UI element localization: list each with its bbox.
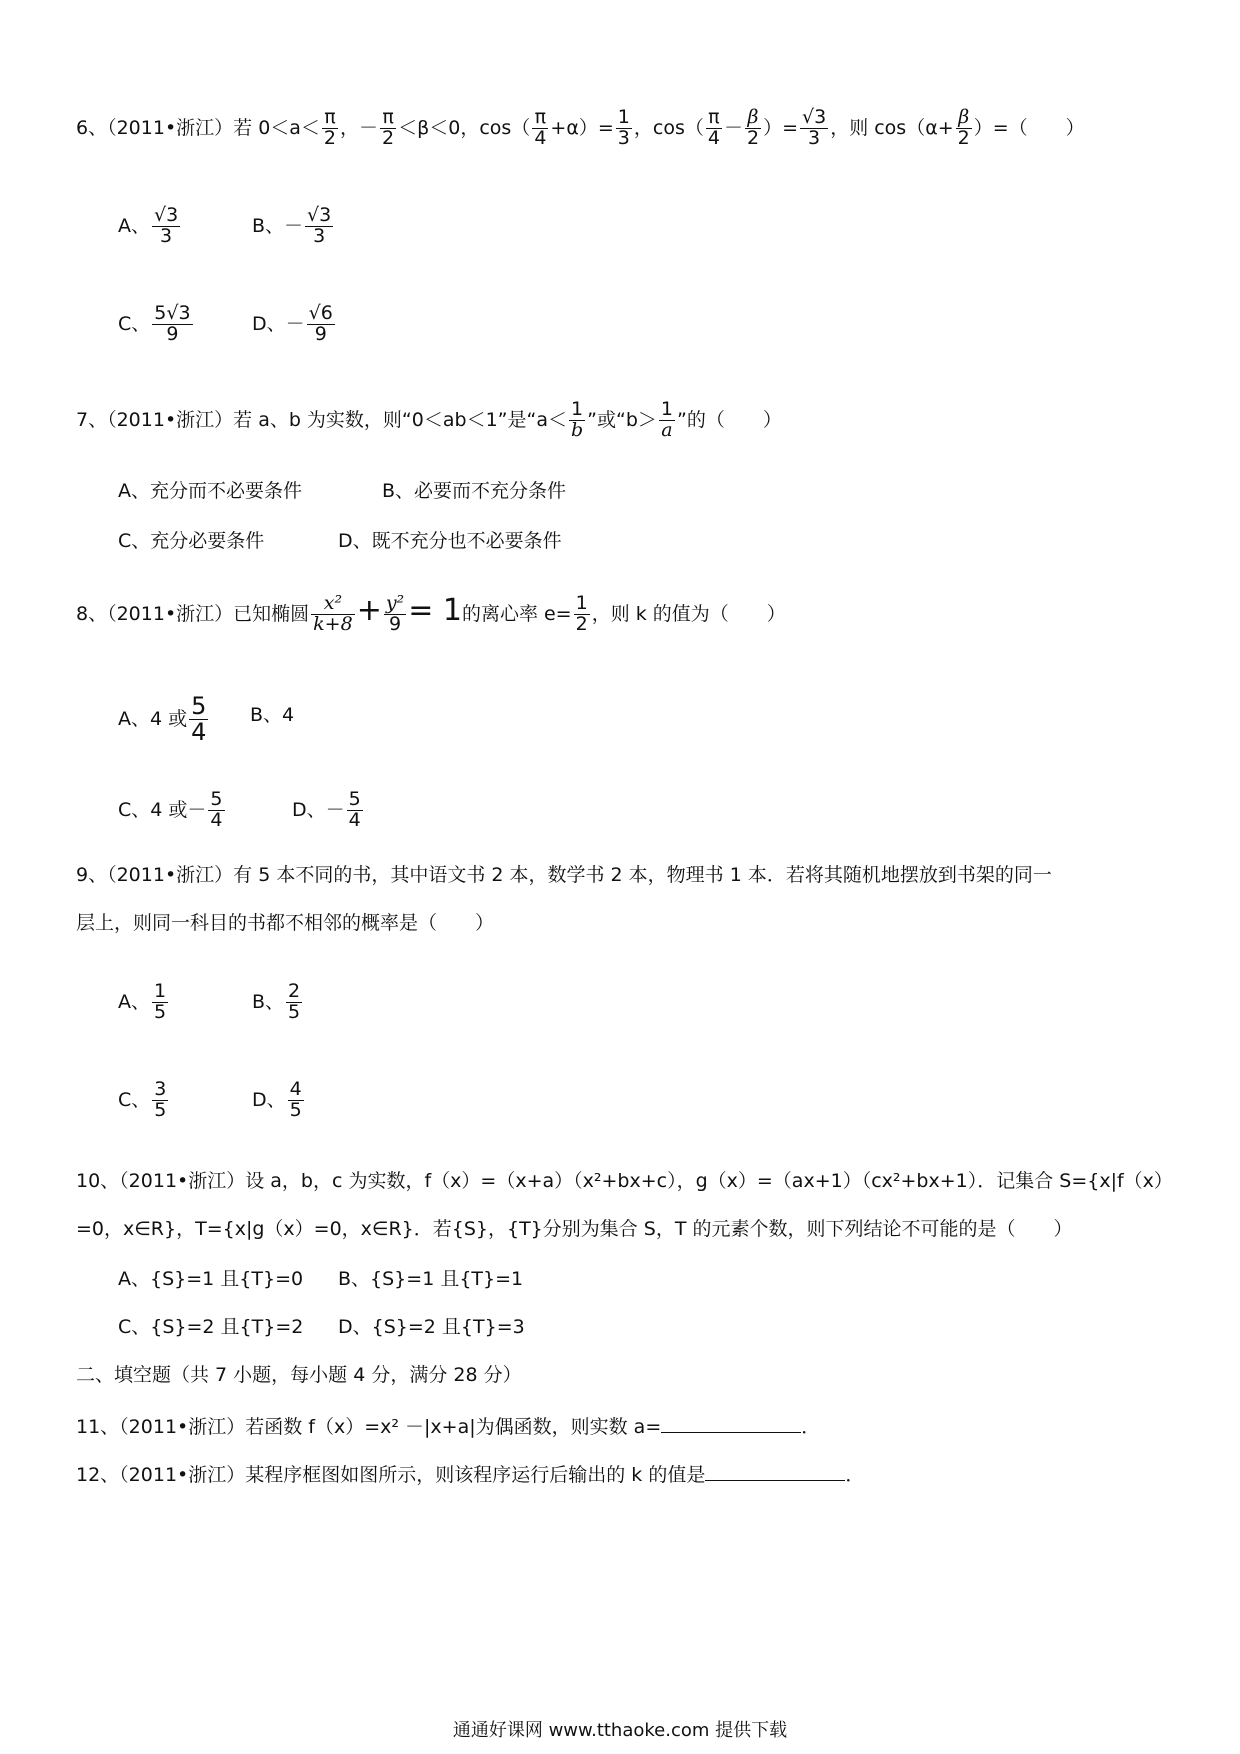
- fraction: $\frac{5√3}{9}$: [154, 302, 191, 345]
- fraction: $\frac{√6}{9}$: [308, 302, 333, 345]
- fraction: $\frac{√3}{3}$: [801, 106, 827, 149]
- q8-option-c: C、4 或－ $\frac{5}{4}$: [118, 788, 223, 831]
- q9-stem-line2: 层上，则同一科目的书都不相邻的概率是（ ）: [76, 912, 495, 934]
- fraction: $\frac{5}{4}$: [348, 788, 361, 831]
- fraction: $\frac{1}{b}$: [571, 398, 584, 441]
- fraction: $\frac{\beta}{2}$: [746, 106, 760, 149]
- q9-option-a: A、 $\frac{1}{5}$: [118, 980, 167, 1023]
- q10-option-d: D、{S}=2 且{T}=3: [338, 1316, 525, 1338]
- answer-blank[interactable]: [705, 1462, 845, 1481]
- q10-option-c: C、{S}=2 且{T}=2: [118, 1316, 304, 1338]
- fraction: $\frac{\beta}{2}$: [957, 106, 970, 149]
- fraction: $\frac{4}{5}$: [289, 1078, 302, 1121]
- fraction: $\frac{√3}{3}$: [307, 204, 332, 247]
- fraction: $\frac{\text{x²}}{k+8}$: [313, 592, 353, 635]
- q9-stem-line1: 9、（2011•浙江）有 5 本不同的书，其中语文书 2 本，数学书 2 本，物理书 1 本．若将其随机地摆放到书架的同一: [76, 864, 1052, 886]
- q9-option-c: C、 $\frac{3}{5}$: [118, 1078, 167, 1121]
- q10-option-b: B、{S}=1 且{T}=1: [338, 1268, 524, 1290]
- fraction: $\frac{\pi}{4}$: [534, 106, 547, 149]
- q6-option-c: C、 $\frac{5√3}{9}$: [118, 302, 191, 345]
- fraction: $\frac{5}{4}$: [191, 692, 207, 747]
- q6-option-b: B、－ $\frac{√3}{3}$: [252, 204, 332, 247]
- q7-option-c: C、充分必要条件: [118, 530, 265, 552]
- q7-stem: 7、（2011•浙江）若 a、b 为实数，则“0＜ab＜1”是“a＜ $\frac{1}{b}$ ”或“b＞ $\frac{1}{a}$ ”的（ ）: [76, 398, 782, 441]
- q10-stem-line2: =0，x∈R}，T={x|g（x）=0，x∈R}．若{S}，{T}分别为集合 S，T 的元素个数，则下列结论不可能的是（ ）: [76, 1218, 1073, 1240]
- q8-stem: 8、（2011•浙江）已知椭圆 $\frac{\text{x²}}{k+8}$ + $\frac{\text{y²}}{9}$ = 1的离心率 e= $\frac{1}{2}$ ，则 k 的值为（ ）: [76, 592, 786, 635]
- fraction: $\frac{\pi}{4}$: [707, 106, 720, 149]
- q6-option-a: A、 $\frac{√3}{3}$: [118, 204, 179, 247]
- fraction: $\frac{\pi}{2}$: [382, 106, 395, 149]
- fraction: $\frac{1}{a}$: [660, 398, 674, 441]
- fraction: $\frac{1}{2}$: [575, 592, 588, 635]
- fraction: $\frac{1}{5}$: [154, 980, 167, 1023]
- fraction: $\frac{√3}{3}$: [154, 204, 179, 247]
- q10-stem-line1: 10、（2011•浙江）设 a，b，c 为实数，f（x）=（x+a）（x²+bx+c），g（x）=（ax+1）（cx²+bx+1）．记集合 S={x|f（x）: [76, 1170, 1173, 1192]
- q7-option-b: B、必要而不充分条件: [382, 480, 567, 502]
- fraction: $\frac{2}{5}$: [288, 980, 301, 1023]
- q7-option-d: D、既不充分也不必要条件: [338, 530, 562, 552]
- fraction: $\frac{\pi}{2}$: [323, 106, 337, 149]
- q7-option-a: A、充分而不必要条件: [118, 480, 302, 502]
- q9-option-d: D、 $\frac{4}{5}$: [252, 1078, 302, 1121]
- q10-option-a: A、{S}=1 且{T}=0: [118, 1268, 304, 1290]
- fraction: $\frac{\text{y²}}{9}$: [385, 592, 405, 635]
- q6-option-d: D、－ $\frac{√6}{9}$: [252, 302, 333, 345]
- q8-option-d: D、－ $\frac{5}{4}$: [292, 788, 361, 831]
- answer-blank[interactable]: [661, 1414, 801, 1433]
- section-heading: 二、填空题（共 7 小题，每小题 4 分，满分 28 分）: [76, 1364, 522, 1386]
- q8-option-a: A、4 或 $\frac{5}{4}$: [118, 692, 207, 747]
- fraction: $\frac{1}{3}$: [617, 106, 630, 149]
- page-footer: 通通好课网 www.tthaoke.com 提供下载: [452, 1720, 788, 1741]
- fraction: $\frac{5}{4}$: [210, 788, 223, 831]
- q6-stem: 6、（2011•浙江）若 0＜a＜ $\frac{\pi}{2}$ ，－ $\frac{\pi}{2}$ ＜β＜0，cos（ $\frac{\pi}{4}$ +α）= $\frac{1}{3}$ ，cos（ $\frac{\pi}{4}$ － $\frac{\beta}{2}$ ）= $\frac{√3}{3}$ ，则 cos（α+ $\frac{\beta}{2}$ ）=（ ）: [76, 106, 1085, 149]
- q8-option-b: B、4: [250, 704, 295, 726]
- q11-stem: 11、（2011•浙江）若函数 f（x）=x² －|x+a|为偶函数，则实数 a= ．: [76, 1416, 821, 1438]
- q9-option-b: B、 $\frac{2}{5}$: [252, 980, 301, 1023]
- fraction: $\frac{3}{5}$: [154, 1078, 167, 1121]
- q12-stem: 12、（2011•浙江）某程序框图如图所示，则该程序运行后输出的 k 的值是 ．: [76, 1464, 865, 1486]
